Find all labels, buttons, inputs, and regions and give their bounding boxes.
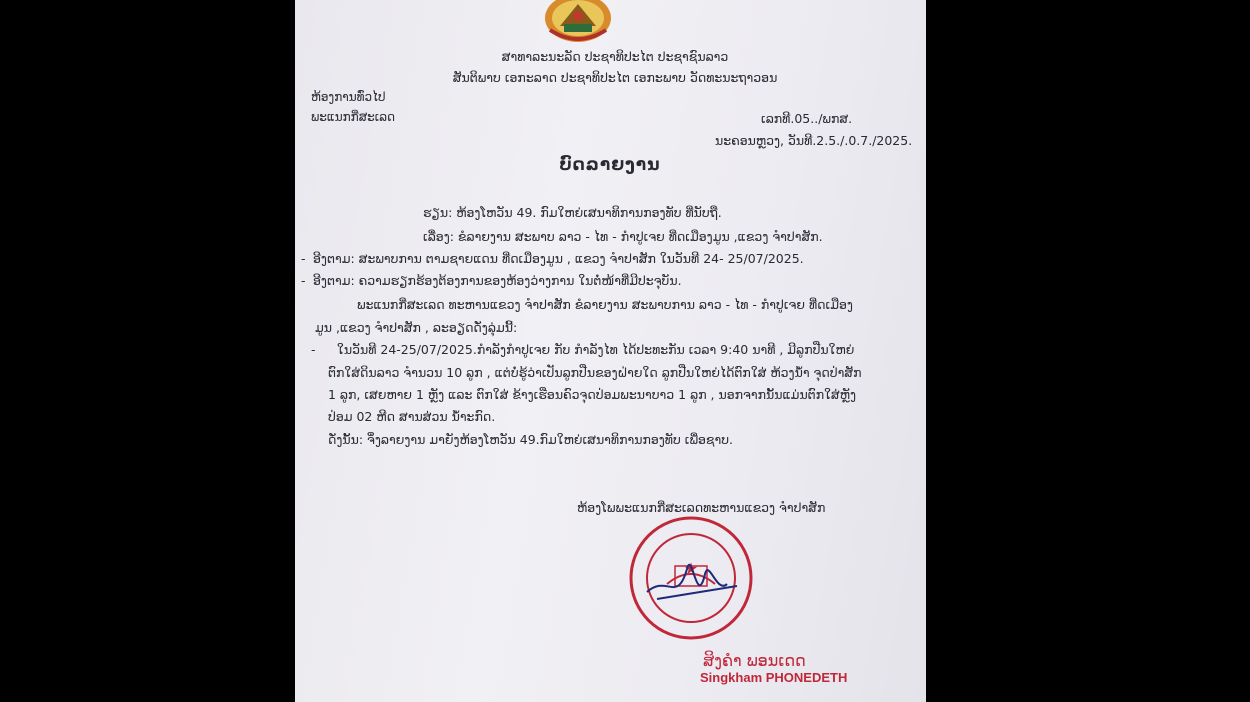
body-line: ປ່ອມ 02 ຫີດ ສານສ່ວນ ນໍ້າະກົດ. [328, 409, 496, 424]
reference-number: ເລກທີ.05../ພກສ. [761, 111, 853, 126]
svg-text:★: ★ [683, 559, 699, 578]
signatory-name-lao: ສິງຄໍາ ພອນເດດ [703, 651, 806, 670]
body-line: ຕົກໃສ່ດິນລາວ ຈໍານວນ 10 ລູກ , ແຕ່ບໍ່ຮູ້ວ່າເປັນລູກປືນຂອງຝ່າຍໃດ ລູກປືນໃຫຍ່ໄດ້ຕົກໃສ່ ຫ້ວງນໍ້າ ຈຸດປ່າສັກ [328, 365, 862, 380]
body-line: ອີງຕາມ: ສະພາບການ ຕາມຊາຍແດນ ທີ່ດເມືອງມູນ , ແຂວງ ຈໍາປາສັກ ໃນວັນທີ 24- 25/07/2025. [313, 251, 804, 266]
signatory-name-latin: Singkham PHONEDETH [700, 670, 848, 685]
header-line-2: ສັນຕິພາບ ເອກະລາດ ປະຊາທິປະໄຕ ເອກະພາບ ວັດທະນະຖາວອນ [452, 70, 778, 85]
body-line: 1 ລູກ, ເສຍຫາຍ 1 ຫຼັງ ແລະ ຕົກໃສ່ ຂ້າງເຮືອນຄົວຈຸດປ່ອມພະນາບາວ 1 ລູກ , ນອກຈາກນັ້ນແມ່ນຕົກໃສ່ຫຼັງ [328, 387, 856, 402]
body-line: ດັ່ງນັ້ນ: ຈຶ່ງລາຍງານ ມາຍັງຫ້ອງໂຫວັນ 49.ກົມໃຫຍ່ເສນາທິການກອງທັບ ເພື່ອຊາບ. [328, 432, 733, 447]
bullet-dash: - [301, 251, 306, 266]
body-line: ພະແນກກີ່ສະເລດ ທະຫານແຂວງ ຈໍາປາສັກ ຂໍລາຍງານ ສະພາບການ ລາວ - ໄທ - ກຳປູເຈຍ ທີ່ດເມືອງ [357, 297, 853, 312]
body-line: ມູນ ,ແຂວງ ຈໍາປາສັກ , ລະອຽດດັ່ງລຸ່ມນີ້: [315, 320, 518, 335]
department-line-1: ຫ້ອງການທົ່ວໄປ [311, 90, 386, 104]
body-line: ອີງຕາມ: ຄວາມຮຽກຮ້ອງຕ້ອງການຂອງຫ້ອງວ່າງການ ໃນຕໍ່ໜ້າທີ່ມີປະຈຸບັນ. [313, 273, 682, 288]
document-title: ບົດລາຍງານ [559, 155, 661, 175]
national-emblem-icon [542, 0, 614, 46]
bullet-dash: - [311, 342, 316, 357]
department-line-2: ພະແນກກີ່ສະເລດ [311, 110, 396, 124]
body-line: ໃນວັນທີ 24-25/07/2025.ກໍາລັງກໍາປູເຈຍ ກັບ ກໍາລັງໄທ ໄດ້ປະທະກັນ ເວລາ 9:40 ນາທີ , ມີລູກປືນໃຫຍ່ [337, 342, 855, 357]
header-line-1: ສາທາລະນະລັດ ປະຊາທິປະໄຕ ປະຊາຊົນລາວ [501, 49, 729, 64]
signature-organization: ຫ້ອງໂພພະແນກກີ່ສະເລດທະຫານແຂວງ ຈໍາປາສັກ [577, 500, 826, 515]
bullet-dash: - [301, 273, 306, 288]
body-line: ຮຽນ: ຫ້ອງໂຫວັນ 49. ກົມໃຫຍ່ເສນາທິການກອງທັບ ທີ່ນັບຖື. [423, 205, 722, 220]
official-stamp-icon [627, 514, 755, 642]
body-line: ເລື່ອງ: ຂໍລາຍງານ ສະພາບ ລາວ - ໄທ - ກຳປູເຈຍ ທີ່ດເມືອງມູນ ,ແຂວງ ຈໍາປາສັກ. [423, 229, 823, 244]
document-page [295, 0, 926, 702]
reference-date: ນະຄອນຫຼວງ, ວັນທີ.2.5./.0.7./2025. [715, 133, 913, 148]
